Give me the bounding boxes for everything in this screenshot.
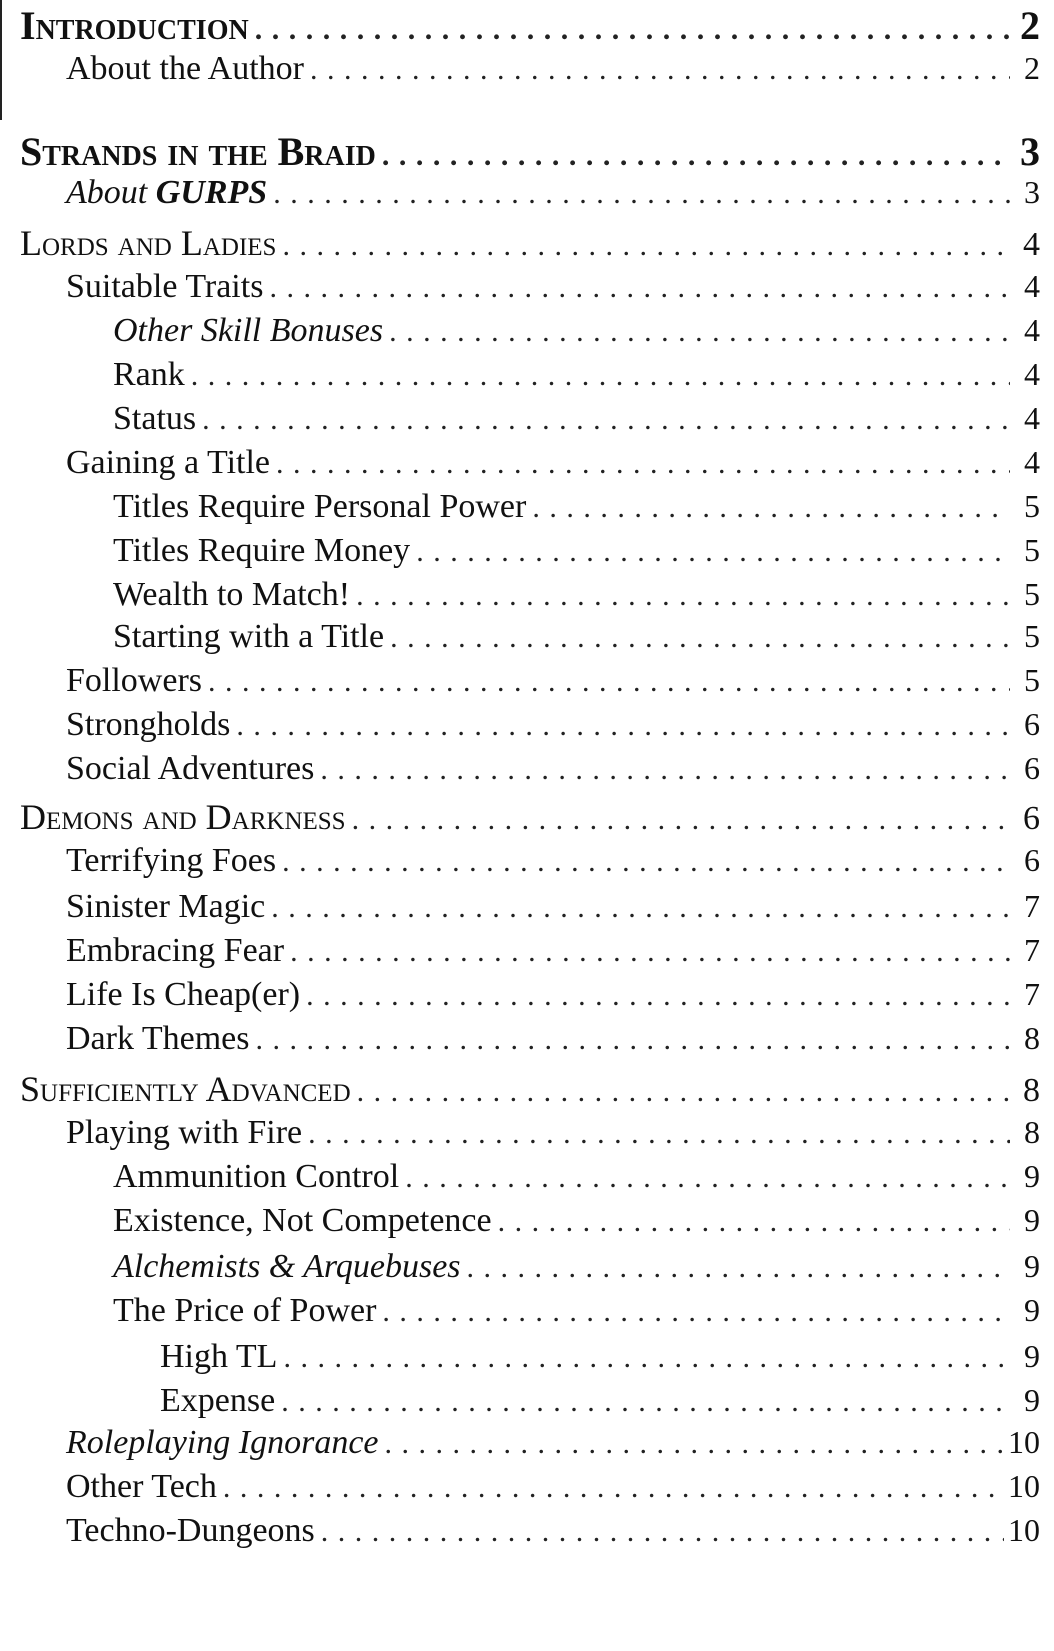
toc-entry[interactable] — [0, 356, 1040, 394]
toc-entry-label: Titles Require Money — [113, 532, 411, 569]
toc-entry[interactable] — [0, 532, 1040, 570]
toc-entry[interactable] — [0, 1512, 1040, 1550]
toc-entry-page-number: 4 — [1024, 312, 1040, 348]
toc-entry-label: Rank — [113, 356, 185, 393]
toc-entry[interactable] — [0, 976, 1040, 1014]
toc-entry-label: Techno-Dungeons — [66, 1512, 315, 1549]
toc-entry[interactable] — [0, 662, 1040, 700]
dot-leader — [379, 1427, 1004, 1461]
dot-leader — [284, 935, 1010, 969]
toc-entry-label: Terrifying Foes — [66, 842, 277, 879]
toc-entry-page-number: 8 — [1024, 1114, 1040, 1150]
toc-entry-page-number: 2 — [1024, 50, 1040, 86]
toc-entry-label: Wealth to Match! — [113, 576, 351, 613]
toc-entry-label: Other Skill Bonuses — [113, 312, 384, 349]
toc-entry-label: Suitable Traits — [66, 268, 264, 305]
toc-entry-page-number: 6 — [1024, 842, 1040, 878]
toc-entry-label: Titles Require Personal Power — [113, 488, 527, 525]
toc-entry-label: Playing with Fire — [66, 1114, 303, 1151]
toc-entry-label: Sinister Magic — [66, 888, 266, 925]
toc-entry-label: Sufficiently Advanced — [20, 1069, 351, 1109]
toc-entry-label: Social Adventures — [66, 750, 315, 787]
toc-entry-page-number: 9 — [1024, 1338, 1040, 1374]
toc-entry[interactable] — [0, 1338, 1040, 1376]
toc-entry-label: Lords and Ladies — [20, 223, 277, 263]
toc-entry[interactable] — [0, 50, 1040, 88]
toc-entry-label: Introduction — [20, 3, 249, 48]
dot-leader — [267, 177, 1010, 211]
toc-entry[interactable] — [0, 576, 1040, 614]
toc-entry-page-number: 5 — [1024, 618, 1040, 654]
dot-leader — [276, 845, 1010, 879]
toc-entry-label: Status — [113, 400, 197, 437]
toc-entry-label: Existence, Not Competence — [113, 1202, 492, 1239]
dot-leader — [351, 1075, 1010, 1109]
dot-leader — [249, 13, 1010, 47]
toc-entry-page-number: 4 — [1023, 226, 1040, 263]
toc-entry-label: Ammunition Control — [113, 1158, 400, 1195]
toc-entry-page-number: 4 — [1024, 268, 1040, 304]
dot-leader — [302, 1117, 1010, 1151]
dot-leader — [263, 271, 1010, 305]
toc-entry[interactable] — [0, 1020, 1040, 1058]
toc-entry[interactable] — [0, 222, 1040, 264]
toc-entry-label: The Price of Power — [113, 1292, 377, 1329]
toc-entry[interactable] — [0, 1114, 1040, 1152]
toc-entry-page-number: 9 — [1024, 1292, 1040, 1328]
toc-entry-page-number: 7 — [1024, 932, 1040, 968]
toc-entry-page-number: 7 — [1024, 888, 1040, 924]
toc-entry[interactable] — [0, 888, 1040, 926]
toc-entry-page-number: 9 — [1024, 1248, 1040, 1284]
toc-entry-label: Dark Themes — [66, 1020, 250, 1057]
toc-entry-page-number: 4 — [1024, 444, 1040, 480]
toc-entry-label: Strongholds — [66, 706, 231, 743]
dot-leader — [350, 579, 1010, 613]
toc-entry-page-number: 9 — [1024, 1382, 1040, 1418]
toc-entry-page-number: 9 — [1024, 1202, 1040, 1238]
toc-entry-label: Followers — [66, 662, 202, 699]
toc-entry-label: Other Tech — [66, 1468, 217, 1505]
toc-entry[interactable] — [0, 796, 1040, 838]
dot-leader — [249, 1023, 1010, 1057]
dot-leader — [314, 753, 1010, 787]
dot-leader — [217, 1471, 1004, 1505]
toc-entry-label: Alchemists & Arquebuses — [113, 1248, 461, 1285]
dot-leader — [275, 1385, 1010, 1419]
toc-entry-page-number: 10 — [1008, 1512, 1040, 1548]
toc-entry-label: Life Is Cheap(er) — [66, 976, 301, 1013]
dot-leader — [196, 403, 1010, 437]
toc-entry[interactable] — [0, 312, 1040, 350]
dot-leader — [376, 1295, 1010, 1329]
toc-entry[interactable] — [0, 128, 1040, 175]
toc-entry[interactable] — [0, 1158, 1040, 1196]
dot-leader — [304, 53, 1010, 87]
toc-entry-page-number: 4 — [1024, 356, 1040, 392]
dot-leader — [384, 621, 1010, 655]
toc-entry-page-number: 7 — [1024, 976, 1040, 1012]
toc-entry-page-number: 10 — [1008, 1424, 1040, 1460]
toc-entry[interactable] — [0, 1382, 1040, 1420]
dot-leader — [526, 491, 1010, 525]
toc-entry-page-number: 9 — [1024, 1158, 1040, 1194]
toc-entry-label: Strands in the Braid — [20, 129, 376, 174]
toc-entry-page-number: 3 — [1024, 174, 1040, 210]
toc-entry[interactable] — [0, 1202, 1040, 1240]
toc-entry-label-bold: GURPS — [155, 174, 268, 211]
dot-leader — [399, 1161, 1010, 1195]
toc-entry-label: Embracing Fear — [66, 932, 285, 969]
toc-entry-label: About the Author — [66, 50, 304, 87]
toc-entry[interactable] — [0, 1248, 1040, 1286]
toc-entry[interactable] — [0, 618, 1040, 656]
toc-entry-page-number: 5 — [1024, 576, 1040, 612]
dot-leader — [410, 535, 1010, 569]
toc-entry-page-number: 2 — [1020, 3, 1040, 48]
toc-entry[interactable] — [0, 750, 1040, 788]
toc-entry-page-number: 6 — [1024, 706, 1040, 742]
toc-entry[interactable] — [0, 932, 1040, 970]
toc-entry[interactable] — [0, 488, 1040, 526]
toc-entry[interactable] — [0, 842, 1040, 880]
toc-entry-label: Expense — [160, 1382, 276, 1419]
toc-entry[interactable] — [0, 174, 1040, 212]
toc-entry[interactable] — [0, 444, 1040, 482]
dot-leader — [276, 229, 1010, 263]
toc-entry-label: Gaining a Title — [66, 444, 271, 481]
dot-leader — [346, 803, 1010, 837]
toc-entry[interactable] — [0, 268, 1040, 306]
toc-entry-label: Roleplaying Ignorance — [66, 1424, 379, 1461]
toc-entry-page-number: 6 — [1024, 750, 1040, 786]
dot-leader — [376, 139, 1010, 173]
toc-entry-page-number: 8 — [1024, 1020, 1040, 1056]
toc-entry-page-number: 5 — [1024, 488, 1040, 524]
toc-entry-page-number: 3 — [1020, 129, 1040, 174]
dot-leader — [277, 1341, 1010, 1375]
toc-entry[interactable] — [0, 1068, 1040, 1110]
toc-entry-page-number: 6 — [1023, 800, 1040, 837]
toc-entry-label: Demons and Darkness — [20, 797, 346, 837]
toc-entry-page-number: 5 — [1024, 662, 1040, 698]
toc-entry[interactable] — [0, 1292, 1040, 1330]
toc-entry-page-number: 8 — [1023, 1072, 1040, 1109]
dot-leader — [300, 979, 1010, 1013]
toc-entry[interactable] — [0, 1468, 1040, 1506]
dot-leader — [315, 1515, 1004, 1549]
dot-leader — [265, 891, 1010, 925]
dot-leader — [202, 665, 1010, 699]
toc-entry[interactable] — [0, 400, 1040, 438]
toc-entry-label: High TL — [160, 1338, 278, 1375]
toc-entry-label: About GURPS — [66, 174, 268, 211]
dot-leader — [383, 315, 1010, 349]
toc-entry-label: Starting with a Title — [113, 618, 385, 655]
dot-leader — [230, 709, 1010, 743]
dot-leader — [461, 1251, 1010, 1285]
toc-entry-page-number: 4 — [1024, 400, 1040, 436]
dot-leader — [492, 1205, 1010, 1239]
dot-leader — [185, 359, 1010, 393]
toc-entry[interactable] — [0, 2, 1040, 49]
dot-leader — [270, 447, 1010, 481]
toc-entry[interactable] — [0, 1424, 1040, 1462]
toc-entry-page-number: 10 — [1008, 1468, 1040, 1504]
toc-entry[interactable] — [0, 706, 1040, 744]
toc-entry-page-number: 5 — [1024, 532, 1040, 568]
